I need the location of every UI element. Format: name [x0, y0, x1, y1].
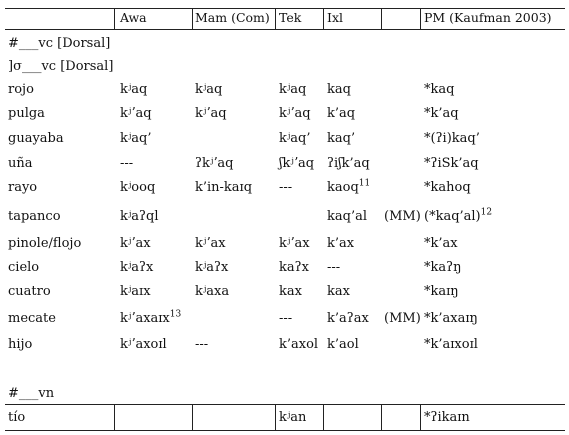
table-cell: kʲʼaq — [120, 106, 152, 121]
table-cell: *k’ax — [424, 236, 458, 251]
table-cell: kʲaq — [279, 82, 307, 97]
row-label: rayo — [8, 180, 38, 195]
table-cell: k’axol — [279, 337, 319, 352]
table-cell: k’aʔax — [327, 311, 369, 326]
table-cell: *k’axaɪŋ — [424, 311, 478, 326]
row-label: tapanco — [8, 209, 61, 224]
table-cell: *kaʔŋ — [424, 260, 462, 275]
table-cell: kʲʼaxoɪl — [120, 337, 167, 352]
column-header: PM (Kaufman 2003) — [424, 10, 552, 25]
row-label: cuatro — [8, 284, 51, 299]
table-cell: kaoq$^{11}$ — [327, 178, 371, 195]
table-cell: *kaq — [424, 82, 455, 97]
table-cell: kʲaq’ — [120, 131, 152, 146]
row-label: pinole/flojo — [8, 236, 82, 251]
top-rule — [5, 8, 565, 9]
table-cell: kʲʼax — [195, 236, 226, 251]
table-cell: kʲaɪx — [120, 284, 151, 299]
table-cell: kaq’al — [327, 209, 367, 224]
row-label: uña — [8, 156, 33, 171]
table-cell: kax — [327, 284, 350, 299]
table-cell: *(ʔi)kaq’ — [424, 131, 480, 146]
table-cell: kʲaʔx — [195, 260, 229, 275]
footnote-marker: 12 — [480, 207, 493, 218]
table-cell: ʔiʃk’aq — [327, 156, 370, 171]
column-header: Awa — [120, 10, 147, 25]
table-cell: *ʔikaɪn — [424, 410, 470, 425]
table-cell: kʲan — [279, 410, 307, 425]
last-row-column-divider — [381, 404, 382, 430]
table-cell: kʲʼaq — [195, 106, 227, 121]
last-row-column-divider — [420, 404, 421, 430]
column-header: Mam (Com) — [195, 10, 270, 25]
table-cell: *k’aq — [424, 106, 459, 121]
table-cell: kʲaʔx — [120, 260, 154, 275]
table-cell: kʲʼaq — [279, 106, 311, 121]
header-column-divider — [275, 8, 276, 29]
table-cell: kʲaq’ — [279, 131, 311, 146]
footnote-marker: 11 — [358, 178, 371, 189]
row-label: rojo — [8, 82, 34, 97]
header-column-divider — [381, 8, 382, 29]
table-cell: kʲʼax — [120, 236, 151, 251]
table-cell: kʲooq — [120, 180, 156, 195]
table-cell: --- — [120, 156, 134, 171]
table-cell: k’aol — [327, 337, 359, 352]
header-column-divider — [420, 8, 421, 29]
column-header: Ixl — [327, 10, 343, 25]
table-cell: *ʔiSk’aq — [424, 156, 479, 171]
bottom-rule — [5, 430, 565, 431]
table-cell: kʲaq — [120, 82, 148, 97]
row-label: cielo — [8, 260, 40, 275]
table-cell: kʲaʔql — [120, 209, 159, 224]
table-cell: kax — [279, 284, 302, 299]
last-row-column-divider — [323, 404, 324, 430]
table-cell: ʃkʲʼaq — [279, 156, 315, 171]
section-label: #___vn — [8, 386, 55, 401]
table-cell: kaʔx — [279, 260, 309, 275]
table-cell: kʲʼax — [279, 236, 310, 251]
table-cell: (*kaq’al)$^{12}$ — [424, 207, 493, 224]
table-cell: kʲaq — [195, 82, 223, 97]
header-column-divider — [323, 8, 324, 29]
header-column-divider — [114, 8, 115, 29]
row-label: pulga — [8, 106, 45, 121]
table-cell: k’in-kaɪq — [195, 180, 253, 195]
table-cell: --- — [195, 337, 209, 352]
table-cell: kaq — [327, 82, 351, 97]
table-cell: --- — [327, 260, 341, 275]
last-row-column-divider — [192, 404, 193, 430]
table-cell: *kaɪŋ — [424, 284, 459, 299]
footnote-marker: 13 — [169, 309, 182, 320]
table-cell: *k’aɪxoɪl — [424, 337, 478, 352]
table-cell: kaq’ — [327, 131, 356, 146]
table-cell: --- — [279, 311, 293, 326]
last-row-column-divider — [275, 404, 276, 430]
table-cell: ʔkʲʼaq — [195, 156, 234, 171]
row-label: guayaba — [8, 131, 64, 146]
table-cell: kʲʼaxaɪx$^{13}$ — [120, 309, 182, 326]
table-cell: kʲaxa — [195, 284, 230, 299]
row-label: #___vc [Dorsal] — [8, 36, 111, 51]
last-row-column-divider — [114, 404, 115, 430]
table-cell: (MM) — [384, 311, 421, 326]
section-rule — [5, 404, 565, 405]
row-label: tío — [8, 410, 26, 425]
table-cell: *kahoq — [424, 180, 471, 195]
column-header: Tek — [279, 10, 302, 25]
row-label: mecate — [8, 311, 56, 326]
table-cell: --- — [279, 180, 293, 195]
header-rule — [5, 29, 565, 30]
table-cell: (MM) — [384, 209, 421, 224]
row-label: hijo — [8, 337, 33, 352]
table-cell: k’aq — [327, 106, 356, 121]
header-column-divider — [192, 8, 193, 29]
row-label: ]σ___vc [Dorsal] — [8, 59, 114, 74]
table-cell: k’ax — [327, 236, 355, 251]
